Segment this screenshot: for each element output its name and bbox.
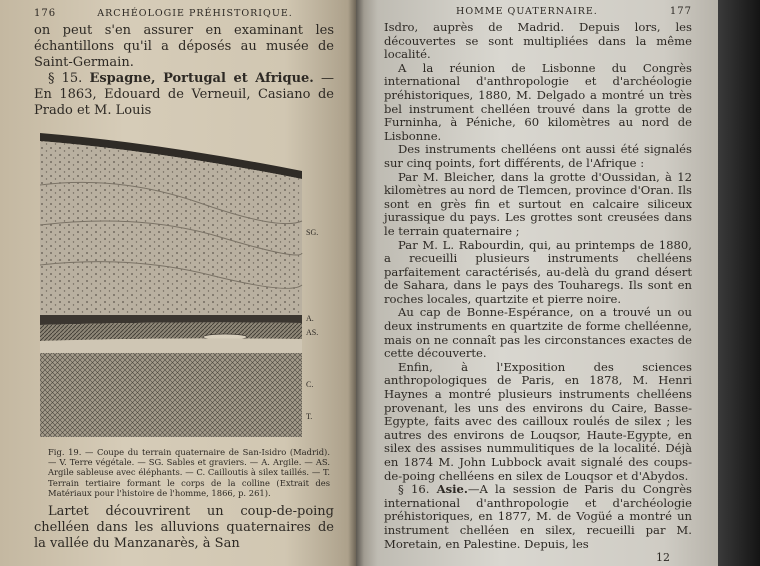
figure-caption: Fig. 19. — Coupe du terrain quaternaire de San-Isidro (Madrid). — V. Terre végétale. — SG. Sables et graviers. — A. Argile. — AS. Argile sableuse avec éléphants. — C. Cailloutis à silex taillés. — T. Terrain tertiaire formant le corps de la colline (Extrait des Matériaux pour l'histoire de l'homme, 1866, p. 261).: [48, 447, 330, 498]
right-paragraph-2: A la réunion de Lisbonne du Congrès international d'anthropologie et d'archéologie préhistoriques, 1880, M. Delgado a montré un très bel instrument chelléen trouvé dans la grotte de Furninha, à Péniche, 60 kilomètres au nord de Lisbonne.: [384, 60, 692, 143]
right-section-number: § 16.: [398, 482, 430, 497]
left-intro-paragraph: on peut s'en assurer en examinant les échantillons qu'il a déposés au musée de Saint-Germain.: [34, 23, 334, 70]
book-gutter: [348, 0, 364, 566]
right-running-head: [384, 6, 692, 17]
right-paragraph-1: Isdro, auprès de Madrid. Depuis lors, les découvertes se sont multipliées dans la même localité.: [384, 20, 692, 62]
stratigraphy-figure: [40, 125, 332, 443]
fig-label-sg: SG.: [306, 228, 319, 237]
fig-label-a: A.: [306, 314, 314, 323]
right-section-title: Asie.: [436, 482, 468, 497]
left-section-title: Espagne, Portugal et Afrique.: [89, 71, 314, 86]
right-section-paragraph: [384, 483, 692, 551]
right-section-text: —A la session de Paris du Congrès international d'anthropologie et d'archéologie préhistoriques, en 1877, M. de Vogüé a montré un instrument chelléen en silex, recueilli par M. Moretain, en Palestine. Depuis, les: [384, 482, 693, 551]
left-page-number: 176: [34, 8, 57, 19]
right-paragraph-4: Par M. Bleicher, dans la grotte d'Oussidan, à 12 kilomètres au nord de Tlemcen, province d'Oran. Ils sont en grès fin et surtout en calcaire siliceux jurassique du pays. Les grottes sont creusées dans le terrain quaternaire ;: [384, 169, 692, 238]
right-paragraph-5: Par M. L. Rabourdin, qui, au printemps de 1880, a recueilli plusieurs instruments chelléens parfaitement caractérisés, au-delà du grand désert de Sahara, dans le pays des Touharegs. Ils sont en roches locales, quartzite et pierre noire.: [384, 237, 692, 306]
left-section-number: § 15.: [48, 71, 83, 86]
right-page: [356, 0, 718, 566]
left-running-head: [34, 8, 334, 19]
right-running-title: HOMME QUATERNAIRE.: [456, 6, 598, 17]
right-paragraph-3: Des instruments chelléens ont aussi été signalés sur cinq points, fort différents, de l'Afrique :: [384, 142, 692, 170]
left-bottom-paragraph: Lartet découvrirent un coup-de-poing chelléen dans les alluvions quaternaires de la vallée du Manzanarès, à San: [34, 504, 334, 552]
signature-mark: 12: [656, 551, 670, 565]
fig-label-c: C.: [306, 380, 314, 389]
left-running-title: ARCHÉOLOGIE PRÉHISTORIQUE.: [97, 8, 293, 19]
left-page: [0, 0, 356, 566]
left-section-text: — En 1863, Edouard de Verneuil, Casiano de Prado et M. Louis: [34, 71, 334, 118]
fig-label-t: T.: [306, 412, 313, 421]
background-edge: [718, 0, 760, 566]
left-section-paragraph: [34, 71, 334, 119]
stratigraphy-illustration: [40, 125, 332, 443]
fig-label-as: AS.: [306, 328, 319, 337]
right-paragraph-6: Au cap de Bonne-Espérance, on a trouvé un ou deux instruments en quartzite de forme chelléenne, mais on ne connaît pas les circonstances exactes de cette découverte.: [384, 305, 692, 361]
right-paragraph-7: Enfin, à l'Exposition des sciences anthropologiques de Paris, en 1878, M. Henri Haynes a montré plusieurs instruments chelléens provenant, les uns des environs du Caire, Basse-Egypte, faits avec des cailloux roulés de silex ; les autres des environs de Louqsor, Haute-Egypte, en silex des assises nummulitiques de la localité. Déjà en 1874 M. John Lubbock avait signalé des coups-de-poing chelléens en silex de Louqsor et d'Abydos.: [384, 359, 692, 483]
right-page-number: 177: [669, 6, 692, 17]
